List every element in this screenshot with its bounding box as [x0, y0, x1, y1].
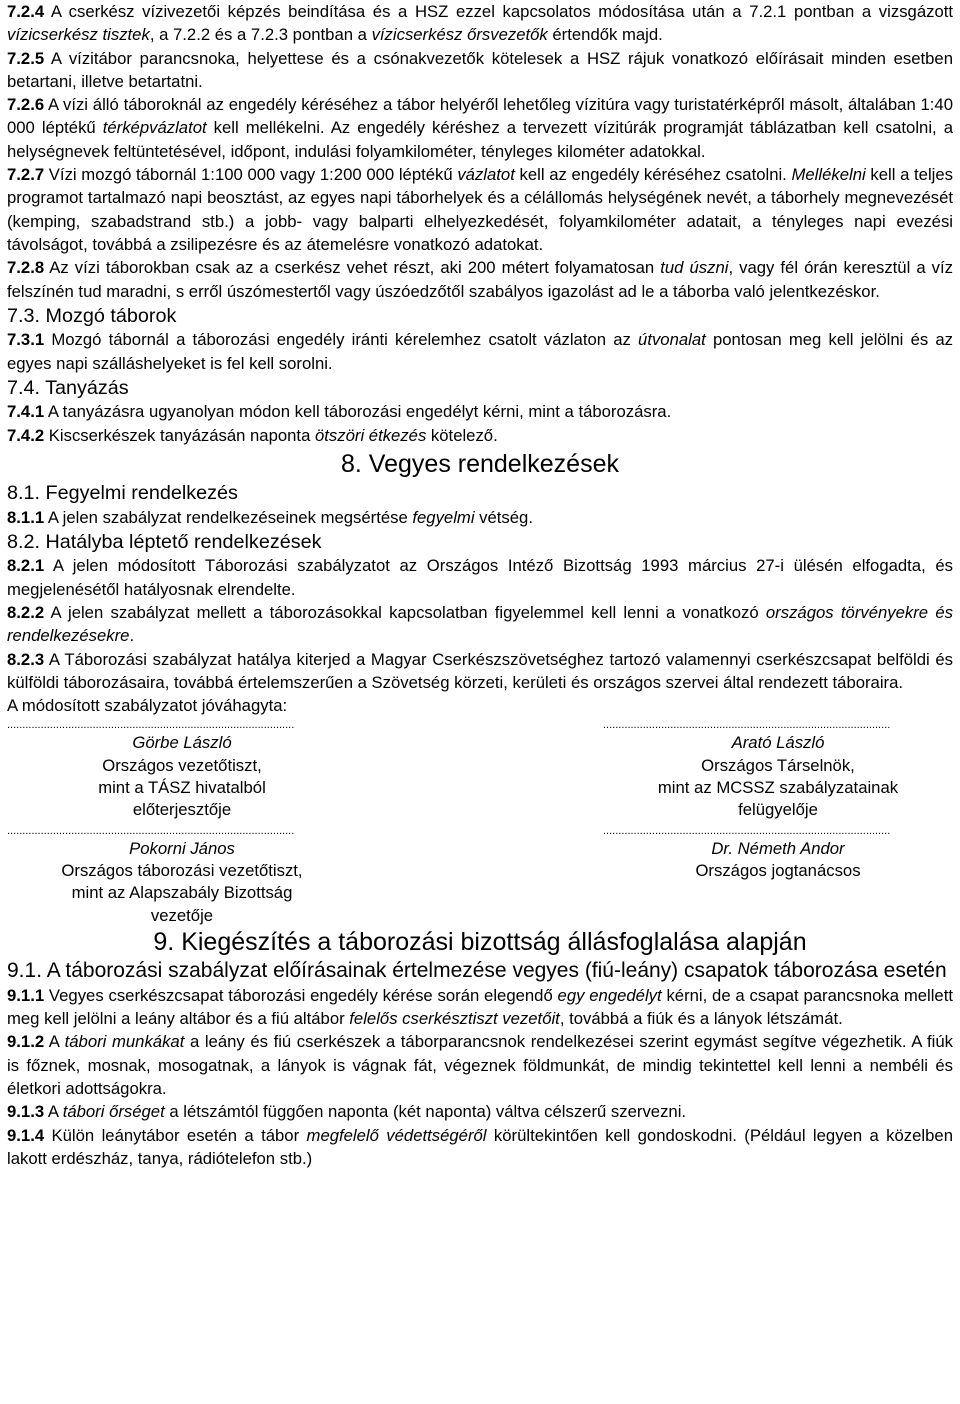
text: Vegyes cserkészcsapat táborozási engedély kérése során elegendő: [44, 985, 558, 1005]
text: a létszámtól függően naponta (két naponta) váltva célszerű szervezni.: [164, 1102, 687, 1122]
text: A cserkész vízivezetői képzés beindítása és a HSZ ezzel kapcsolatos módosítása után a 7.2.1 pontban a vizsgázott: [44, 2, 953, 21]
text: A jelen szabályzat rendelkezéseinek megsértése: [44, 507, 413, 527]
text: A vízitábor parancsnoka, helyettese és a csónakvezetők kötelesek a HSZ rájuk vonatkozó előírásait minden esetben betartani, illetve betartatni.: [7, 48, 953, 91]
italic-term: tud úszni: [660, 258, 729, 278]
signatory-name: [7, 732, 357, 754]
text: kötelező.: [426, 425, 498, 445]
signatory-nemeth: [603, 838, 953, 927]
section-number: 8.1.1: [7, 507, 45, 527]
italic-term: tábori őrséget: [62, 1102, 165, 1122]
signatory-arato: [603, 732, 953, 821]
text: A Táborozási szabályzat hatálya kiterjed a Magyar Cserkészszövetséghez tartozó valamennyi cserkészcsapat belföldi és külföldi táborozásaira, továbbá értelemszerűen a Szövetség körzeti, kerületi és országos szervei által rendezett táboraira.: [7, 649, 953, 692]
signatory-name: [7, 838, 357, 860]
text: vétség.: [474, 507, 533, 527]
section-number: 7.2.8: [7, 258, 45, 278]
text: Külön leánytábor esetén a tábor: [44, 1125, 307, 1145]
italic-term: vázlatot: [457, 165, 515, 185]
signature-block-2: [7, 838, 953, 927]
heading-7-3: 7.3. Mozgó táborok: [7, 304, 177, 327]
italic-term: felelős cserkésztiszt vezetőit: [349, 1009, 560, 1029]
section-number: 9.1.2: [7, 1032, 45, 1052]
paragraph-8-2-2: [7, 601, 953, 648]
italic-term: tábori munkákat: [64, 1032, 185, 1052]
text: kell mellékelni. Az engedély kéréshez a tervezett vízitúrák programját táblázatban kell csatolni, a helységnevek feltüntetésével, időpont, indulási folyamkilométer, tényleges kilométer adatokkal.: [7, 118, 953, 161]
italic-term: ötszöri étkezés: [315, 425, 427, 445]
signatory-role: vezetője: [150, 905, 214, 925]
text: A: [44, 1102, 63, 1122]
signature-dotline: ..............................................................................................: [7, 719, 295, 732]
italic-term: térképvázlatot: [102, 118, 207, 138]
text: .: [129, 626, 135, 646]
italic-term: útvonalat: [638, 330, 706, 350]
signatory-role: mint az MCSSZ szabályzatainak: [657, 778, 899, 798]
text: A: [44, 1032, 65, 1052]
signatory-name: [603, 732, 953, 754]
signatory-role: mint az Alapszabály Bizottság: [71, 883, 293, 903]
text: a leány és fiú cserkészek a táborparancsnok rendelkezései szerint egymást segítve végezhetik. A fiúk is főznek, mosnak, mosogatnak, a lányok is vágnak fát, végeznek földmunkát, de mindig tekintettel kell lenni a nembéli és életkori adottságokra.: [7, 1032, 954, 1098]
text: kell az engedély kéréséhez csatolni.: [514, 165, 792, 185]
heading-8: 8. Vegyes rendelkezések: [341, 450, 619, 479]
text: , vagy fél órán keresztül a víz felszínén tud maradni, s erről úszómestertől vagy úszóedzőtől szabályos igazolást ad le a táborba való jelentkezéskor.: [7, 258, 953, 301]
heading-7-4: 7.4. Tanyázás: [7, 376, 129, 399]
text: , a 7.2.2 és a 7.2.3 pontban a: [149, 25, 372, 45]
text: A tanyázásra ugyanolyan módon kell táborozási engedélyt kérni, mint a táborozásra.: [44, 402, 672, 422]
name-text: Pokorni János: [129, 838, 235, 858]
paragraph-9-1-1: [7, 984, 953, 1031]
signatory-title: Országos jogtanácsos: [695, 860, 861, 880]
heading-9-1: 9.1. A táborozási szabályzat előírásainak értelmezése vegyes (fiú-leány) csapatok táborozása esetén: [7, 958, 947, 982]
paragraph-7-2-6: [7, 93, 953, 163]
paragraph-7-2-4: [7, 0, 953, 47]
name-text: Arató László: [731, 733, 825, 753]
signature-dotlines-1: [7, 719, 953, 732]
section-number: 7.2.6: [7, 95, 45, 115]
section-number: 8.2.3: [7, 649, 45, 669]
section-number: 7.4.1: [7, 402, 45, 422]
signatory-title: Országos táborozási vezetőtiszt,: [61, 860, 303, 880]
italic-term: fegyelmi: [412, 507, 475, 527]
section-number: 7.2.7: [7, 165, 45, 185]
italic-term: vízicserkész tisztek: [7, 25, 150, 45]
signature-dotlines-2: [7, 825, 953, 838]
signatory-gorbe: [7, 732, 357, 821]
signatory-name: [603, 838, 953, 860]
paragraph-7-4-1: [7, 400, 953, 423]
heading-8-2: 8.2. Hatályba léptető rendelkezések: [7, 530, 322, 553]
signatory-role: előterjesztője: [132, 800, 232, 820]
italic-term: megfelelő védettségéről: [306, 1125, 487, 1145]
heading-9: 9. Kiegészítés a táborozási bizottság állásfoglalása alapján: [153, 927, 807, 956]
section-number: 7.2.5: [7, 48, 45, 68]
paragraph-8-1-1: [7, 506, 953, 529]
text: Kiscserkészek tanyázásán naponta: [44, 425, 315, 445]
section-number: 8.2.1: [7, 556, 45, 576]
italic-term: Mellékelni: [791, 165, 866, 185]
text: Mozgó tábornál a táborozási engedély iránti kérelemhez csatolt vázlaton az: [44, 330, 639, 350]
signatory-role: mint a TÁSZ hivatalból: [98, 778, 266, 798]
paragraph-7-2-7: [7, 163, 953, 256]
section-number: 9.1.3: [7, 1102, 45, 1122]
text: értendők majd.: [547, 25, 663, 45]
section-number: 9.1.1: [7, 985, 45, 1005]
paragraph-9-1-2: [7, 1030, 953, 1100]
text: A jelen szabályzat mellett a táborozásokkal kapcsolatban figyelemmel kell lenni a vonatkozó: [44, 602, 766, 622]
heading-8-1: 8.1. Fegyelmi rendelkezés: [7, 482, 238, 505]
paragraph-9-1-4: [7, 1124, 953, 1171]
section-number: 7.2.4: [7, 2, 45, 21]
signatory-role: felügyelője: [738, 800, 818, 820]
text: pontosan meg kell jelölni és az egyes napi szálláshelyeket is fel kell sorolni.: [7, 330, 954, 373]
signatory-title: Országos vezetőtiszt,: [102, 755, 262, 775]
italic-term: egy engedélyt: [557, 985, 662, 1005]
text: Az vízi táborokban csak az a cserkész vehet részt, aki 200 métert folyamatosan: [44, 258, 661, 278]
section-number: 7.3.1: [7, 330, 45, 350]
paragraph-8-2-1: [7, 554, 953, 601]
name-text: Görbe László: [132, 733, 232, 753]
paragraph-7-2-5: [7, 47, 953, 94]
paragraph-7-2-8: [7, 256, 953, 303]
signature-dotline: ..............................................................................................: [603, 824, 891, 837]
text: A jelen módosított Táborozási szabályzatot az Országos Intéző Bizottság 1993 március 27-i ülésén elfogadta, és megjelenésétől hatályosnak elrendelte.: [7, 556, 953, 599]
italic-term: országos törvényekre és rendelkezésekre: [7, 602, 953, 646]
text: , továbbá a fiúk és a lányok létszámát.: [559, 1009, 843, 1029]
signatory-title: Országos Társelnök,: [701, 755, 855, 775]
paragraph-7-4-2: [7, 424, 953, 447]
text: kérni, de a csapat parancsnoka mellett meg kell jelölni a leány altábor és a fiú altábor: [7, 985, 953, 1029]
text: körültekintően kell gondoskodni. (Például legyen a közelben lakott erdészház, tanya, rádiótelefon stb.): [7, 1125, 953, 1168]
signature-dotline: ..............................................................................................: [7, 824, 295, 837]
text: kell a teljes programot tartalmazó napi beosztást, az egyes napi táborhelyek és a célállomás helységének nevét, a táborhely megnevezését (kemping, szabadstrand stb.) a jobb- vagy balparti elhelyezkedését, folyamkilométer adatait, a tényleges napi evezési távolságot, továbbá a zsilipezésre és az átemelésre vonatkozó adatokat.: [7, 165, 953, 254]
italic-term: vízicserkész őrsvezetők: [371, 25, 548, 45]
signatory-pokorni: [7, 838, 357, 927]
signature-block-1: [7, 732, 953, 821]
text: Vízi mozgó tábornál 1:100 000 vagy 1:200 000 léptékű: [44, 165, 458, 185]
section-number: 7.4.2: [7, 425, 45, 445]
signature-dotline: ..............................................................................................: [603, 719, 891, 732]
section-number: 8.2.2: [7, 602, 45, 622]
name-text: Dr. Németh Andor: [711, 838, 845, 858]
text: A vízi álló táboroknál az engedély kéréséhez a tábor helyéről lehetőleg vízitúra vagy turistatérképről másolt, általában 1:40 000 léptékű: [7, 95, 953, 138]
paragraph-9-1-3: [7, 1100, 953, 1123]
paragraph-7-3-1: [7, 328, 953, 375]
approval-line: A módosított szabályzatot jóváhagyta:: [7, 696, 288, 716]
paragraph-8-2-3: [7, 648, 953, 695]
section-number: 9.1.4: [7, 1125, 45, 1145]
